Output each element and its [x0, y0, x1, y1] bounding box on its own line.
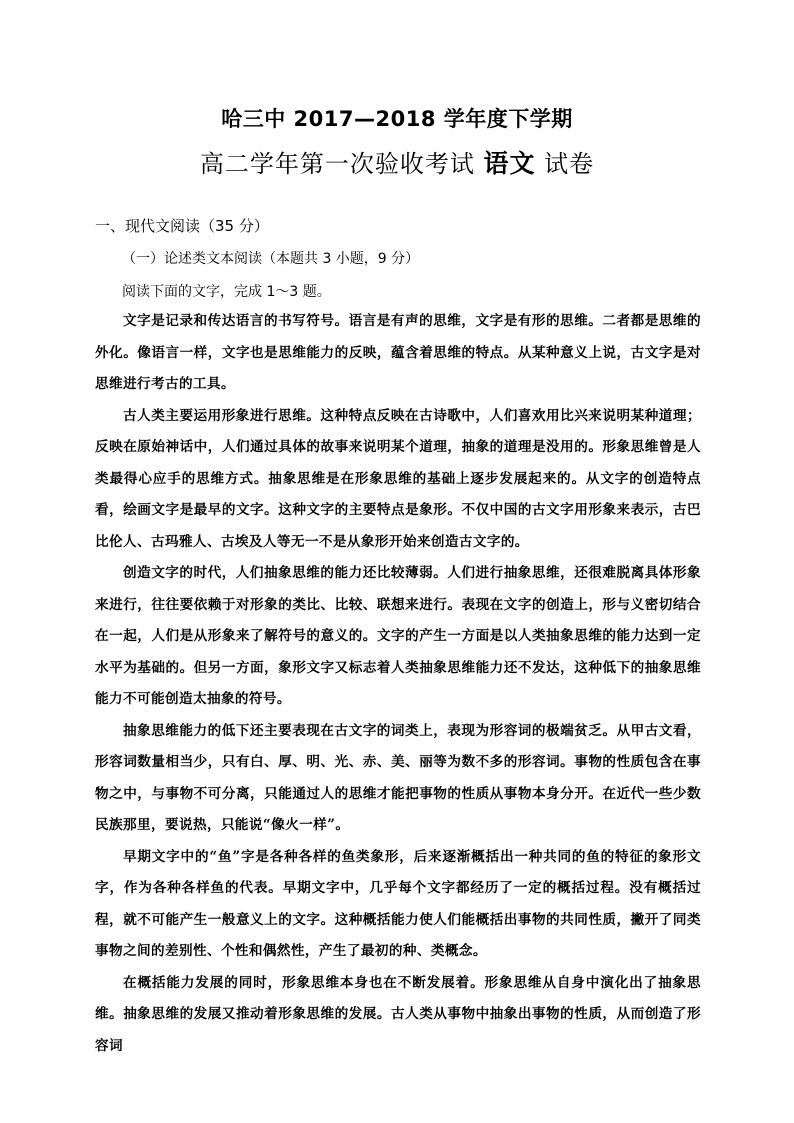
reading-instruction: 阅读下面的文字，完成 1～3 题。 — [122, 284, 331, 300]
passage-paragraph-6: 在概括能力发展的同时，形象思维本身也在不断发展着。形象思维从自身中演化出了抽象思维。抽象思维的发展又推动着形象思维的发展。古人类从事物中抽象出事物的性质，从而创造了形容词 — [95, 974, 701, 1054]
passage-paragraph-1: 文字是记录和传达语言的书写符号。语言是有声的思维，文字是有形的思维。二者都是思维的外化。像语言一样，文字也是思维能力的反映，蕴含着思维的特点。从某种意义上说，古文字是对思维进行考古的工具。 — [95, 313, 701, 392]
subsection-heading: （一）论述类文本阅读（本题共 3 小题，9 分） — [122, 251, 420, 267]
title-prefix: 高二学年第一次验收考试 — [199, 150, 484, 178]
subject-name: 语文 — [483, 149, 536, 178]
exam-title-line-1: 哈三中 2017—2018 学年度下学期 — [221, 107, 573, 131]
passage-paragraph-2: 古人类主要运用形象进行思维。这种特点反映在古诗歌中，人们喜欢用比兴来说明某种道理；反映在原始神话中，人们通过具体的故事来说明某个道理，抽象的道理是没用的。形象思维曾是人类最得心应手的思维方式。抽象思维是在形象思维的基础上逐步发展起来的。从文字的创造特点看，绘画文字是最早的文字。这种文字的主要特点是象形。不仅中国的古文字用形象来表示，古巴比伦人、古玛雅人、古埃及人等无一不是从象形开始来创造古文字的。 — [95, 407, 701, 550]
section-heading: 一、现代文阅读（35 分） — [95, 217, 269, 235]
passage-paragraph-4: 抽象思维能力的低下还主要表现在古文字的词类上，表现为形容词的极端贫乏。从甲古文看，形容词数量相当少，只有白、厚、明、光、赤、美、丽等为数不多的形容词。事物的性质包含在事物之中，与事物不可分离，只能通过人的思维才能把事物的性质从事物本身分开。在近代一些少数民族那里，要说热，只能说“像火一样”。 — [95, 722, 701, 833]
passage-paragraph-3: 创造文字的时代，人们抽象思维的能力还比较薄弱。人们进行抽象思维，还很难脱离具体形象来进行，往往要依赖于对形象的类比、比较、联想来进行。表现在文字的创造上，形与义密切结合在一起，人们是从形象来了解符号的意义的。文字的产生一方面是以人类抽象思维的能力达到一定水平为基础的。但另一方面，象形文字又标志着人类抽象思维能力还不发达，这种低下的抽象思维能力不可能创造太抽象的符号。 — [95, 565, 701, 707]
reading-passage — [95, 306, 701, 1062]
passage-paragraph-5: 早期文字中的“鱼”字是各种各样的鱼类象形，后来逐渐概括出一种共同的鱼的特征的象形文字，作为各种各样鱼的代表。早期文字中，几乎每个文字都经历了一定的概括过程。没有概括过程，就不可能产生一般意义上的文字。这种概括能力使人们能概括出事物的共同性质，撇开了同类事物之间的差别性、个性和偶然性，产生了最初的种、类概念。 — [95, 848, 701, 959]
title-suffix: 试卷 — [535, 150, 595, 178]
exam-title-line-2 — [0, 144, 794, 180]
